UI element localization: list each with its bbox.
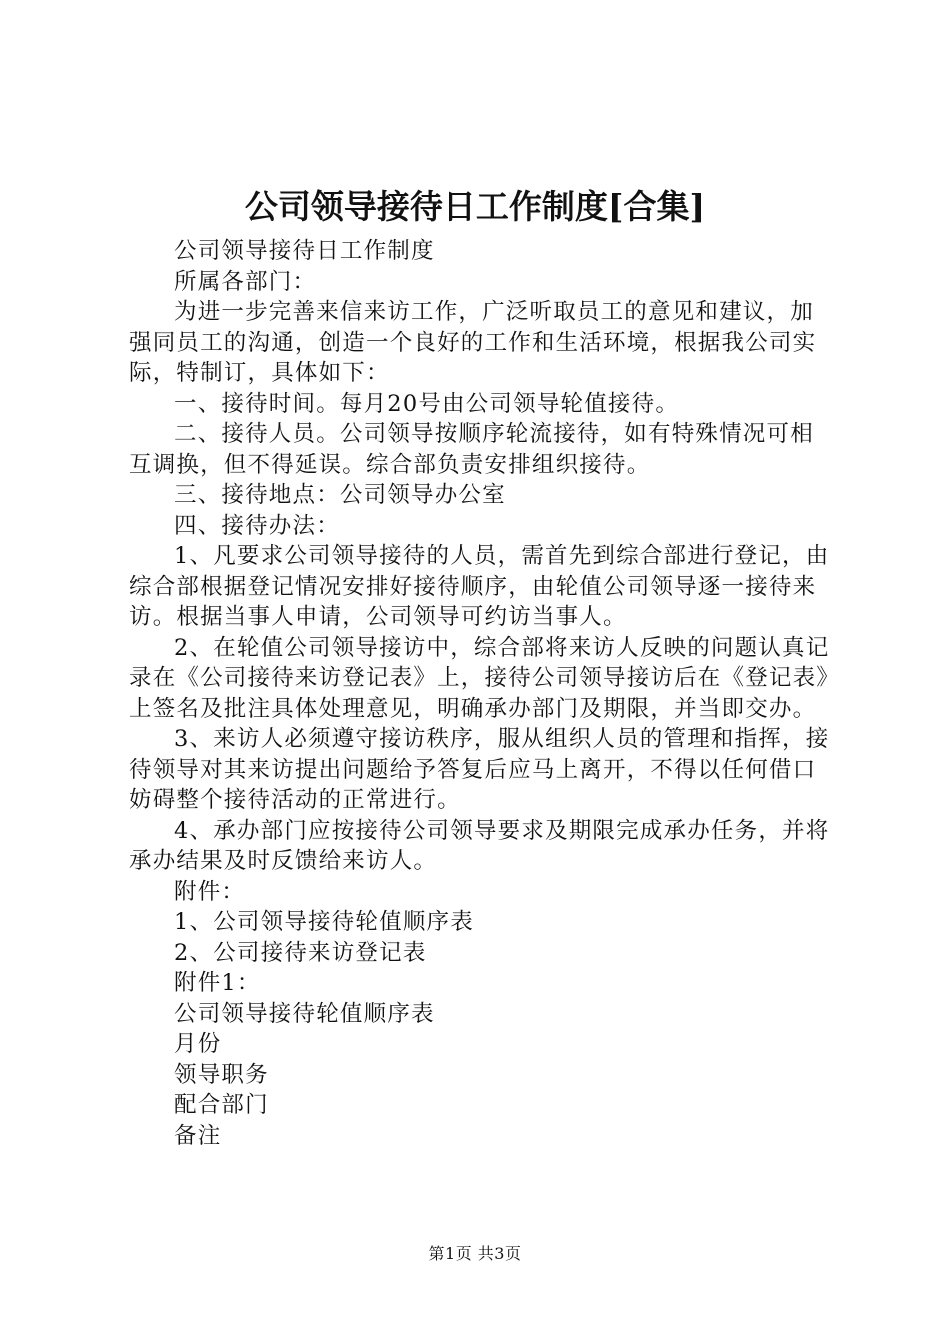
paragraph-salutation: 所属各部门： <box>174 268 317 295</box>
document-body <box>129 236 834 1151</box>
paragraph-attachment-2: 2、公司接待来访登记表 <box>174 939 427 966</box>
paragraph-column-remarks: 备注 <box>174 1122 222 1149</box>
paragraph-item-3: 3、来访人必须遵守接访秩序，服从组织人员的管理和指挥，接待领导对其来访提出问题给予答复后应马上离开，不得以任何借口妨碍整个接待活动的正常进行。 <box>129 726 830 813</box>
paragraph-item-1: 1、凡要求公司领导接待的人员，需首先到综合部进行登记，由综合部根据登记情况安排好接待顺序，由轮值公司领导逐一接待来访。根据当事人申请，公司领导可约访当事人。 <box>129 543 830 630</box>
paragraph-reception-time: 一、接待时间。每月20号由公司领导轮值接待。 <box>174 390 680 417</box>
paragraph-reception-method: 四、接待办法： <box>174 512 340 539</box>
paragraph-attachments-heading: 附件： <box>174 878 246 905</box>
paragraph-item-4: 4、承办部门应按接待公司领导要求及期限完成承办任务，并将承办结果及时反馈给来访人。 <box>129 817 830 874</box>
paragraph-appendix-1-heading: 附件1： <box>174 970 261 996</box>
paragraph-reception-location: 三、接待地点：公司领导办公室 <box>174 482 506 508</box>
paragraph-attachment-1: 1、公司领导接待轮值顺序表 <box>174 909 474 935</box>
paragraph-item-2: 2、在轮值公司领导接访中，综合部将来访人反映的问题认真记录在《公司接待来访登记表》上，接待公司领导接访后在《登记表》上签名及批注具体处理意见，明确承办部门及期限，并当即交办。 <box>129 634 830 722</box>
paragraph-column-leader-position: 领导职务 <box>174 1061 269 1088</box>
paragraph-intro: 为进一步完善来信来访工作，广泛听取员工的意见和建议，加强同员工的沟通，创造一个良好的工作和生活环境，根据我公司实际，特制订，具体如下： <box>129 299 817 386</box>
paragraph-column-month: 月份 <box>174 1031 222 1057</box>
paragraph-rotation-table-title: 公司领导接待轮值顺序表 <box>174 1000 435 1027</box>
document-title: 公司领导接待日工作制度[合集] <box>244 187 706 226</box>
paragraph-subtitle: 公司领导接待日工作制度 <box>174 238 435 264</box>
page-footer: 第1页 共3页 <box>428 1244 522 1263</box>
paragraph-column-cooperating-dept: 配合部门 <box>174 1092 269 1118</box>
paragraph-reception-staff: 二、接待人员。公司领导按顺序轮流接待，如有特殊情况可相互调换，但不得延误。综合部负责安排组织接待。 <box>129 421 814 478</box>
